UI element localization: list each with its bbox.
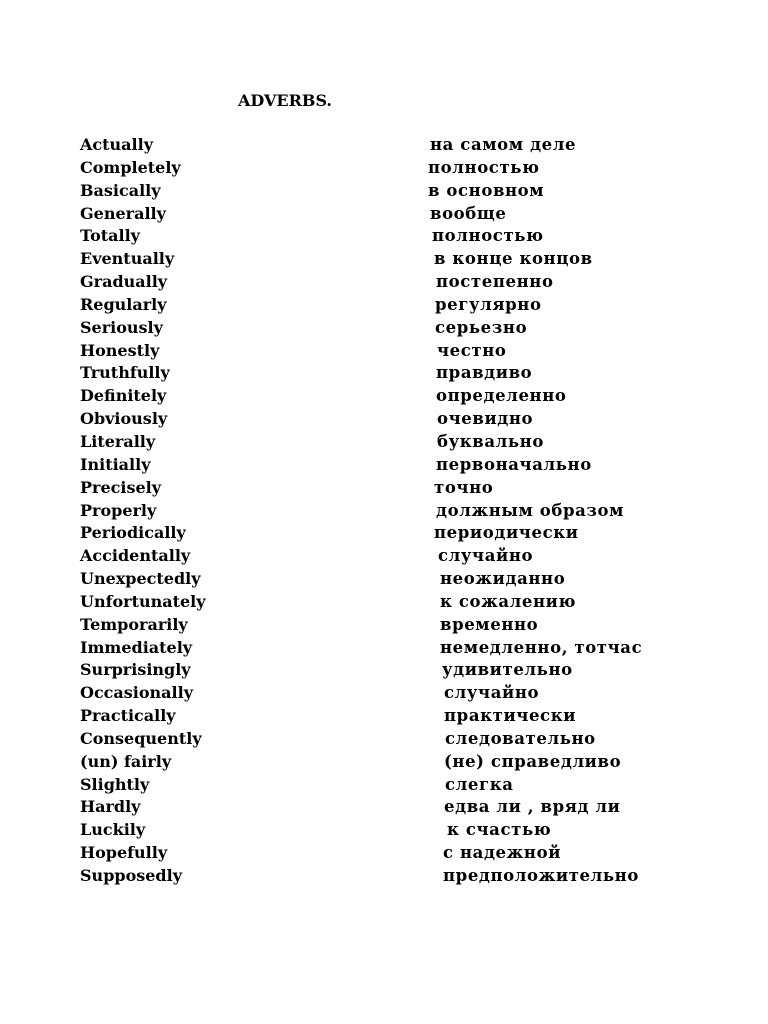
english-word: Occasionally [80,683,193,703]
russian-translation: очевидно [437,409,534,429]
list-item [0,751,768,774]
russian-translation: к сожалению [440,591,577,611]
english-word: Consequently [80,728,202,748]
russian-translation: буквально [437,431,544,451]
list-item [0,362,768,385]
english-word: Completely [80,157,181,177]
list-item [0,408,768,431]
list-item [0,500,768,523]
english-word: Periodically [80,523,186,543]
list-item [0,614,768,637]
russian-translation: немедленно, тотчас [440,637,643,657]
russian-translation: на самом деле [430,135,577,154]
english-word: Properly [80,500,157,520]
russian-translation: первоначально [436,454,592,474]
english-word: Surprisingly [80,660,191,680]
russian-translation: практически [444,706,577,726]
russian-translation: удивительно [442,660,573,680]
russian-translation: следовательно [445,728,596,748]
english-word: Eventually [80,249,175,269]
list-item [0,774,768,797]
english-word: Literally [80,431,156,451]
list-item [0,271,768,294]
english-word: Hardly [80,797,141,817]
list-item [0,294,768,317]
russian-translation: полностью [432,226,544,246]
list-item [0,522,768,545]
list-item [0,591,768,614]
english-word: Honestly [80,340,160,360]
english-word: Immediately [80,637,193,657]
english-word: Unfortunately [80,591,206,611]
russian-translation: определенно [436,386,567,406]
english-word: Seriously [80,317,163,337]
page-title: ADVERBS. [238,91,332,110]
english-word: Regularly [80,294,167,314]
russian-translation: случайно [444,683,540,703]
russian-translation: едва ли , вряд ли [444,797,621,817]
list-item [0,819,768,842]
list-item [0,545,768,568]
russian-translation: в конце концов [434,249,593,269]
english-word: Practically [80,706,176,726]
english-word: Slightly [80,774,150,794]
russian-translation: слегка [445,774,514,794]
english-word: Temporarily [80,614,188,634]
list-item [0,385,768,408]
english-word: Initially [80,454,151,474]
russian-translation: временно [440,614,539,634]
russian-translation: неожиданно [440,569,566,589]
list-item [0,682,768,705]
list-item [0,180,768,203]
english-word: Accidentally [80,546,191,566]
list-item [0,203,768,226]
list-item [0,317,768,340]
english-word: (un) fairly [80,751,172,771]
english-word: Precisely [80,477,162,497]
list-item [0,157,768,180]
list-item [0,842,768,865]
russian-translation: с надежной [443,843,562,863]
list-item [0,637,768,660]
russian-translation: точно [434,477,494,497]
russian-translation: (не) справедливо [444,751,622,771]
russian-translation: к счастью [447,820,552,840]
list-item [0,477,768,500]
english-word: Luckily [80,820,146,840]
english-word: Basically [80,180,161,200]
list-item [0,431,768,454]
list-item [0,454,768,477]
russian-translation: постепенно [436,272,554,292]
russian-translation: полностью [428,157,540,177]
list-item [0,225,768,248]
english-word: Unexpectedly [80,569,201,589]
russian-translation: правдиво [436,363,533,383]
russian-translation: честно [437,340,507,360]
english-word: Definitely [80,386,167,406]
english-word: Supposedly [80,866,182,885]
english-word: Hopefully [80,843,168,863]
english-word: Gradually [80,272,168,292]
russian-translation: в основном [428,180,545,200]
russian-translation: предположительно [443,866,639,885]
english-word: Actually [80,135,153,154]
english-word: Truthfully [80,363,170,383]
russian-translation: регулярно [435,294,542,314]
list-item [0,796,768,819]
list-item [0,659,768,682]
russian-translation: серьезно [435,317,528,337]
list-item [0,340,768,363]
english-word: Generally [80,203,166,223]
english-word: Totally [80,226,140,246]
list-item [0,865,768,888]
russian-translation: случайно [438,546,534,566]
list-item [0,134,768,157]
list-item [0,705,768,728]
vocabulary-list [0,134,768,888]
russian-translation: периодически [434,523,579,543]
list-item [0,728,768,751]
list-item [0,568,768,591]
russian-translation: вообще [430,203,507,223]
russian-translation: должным образом [436,500,625,520]
english-word: Obviously [80,409,168,429]
list-item [0,248,768,271]
